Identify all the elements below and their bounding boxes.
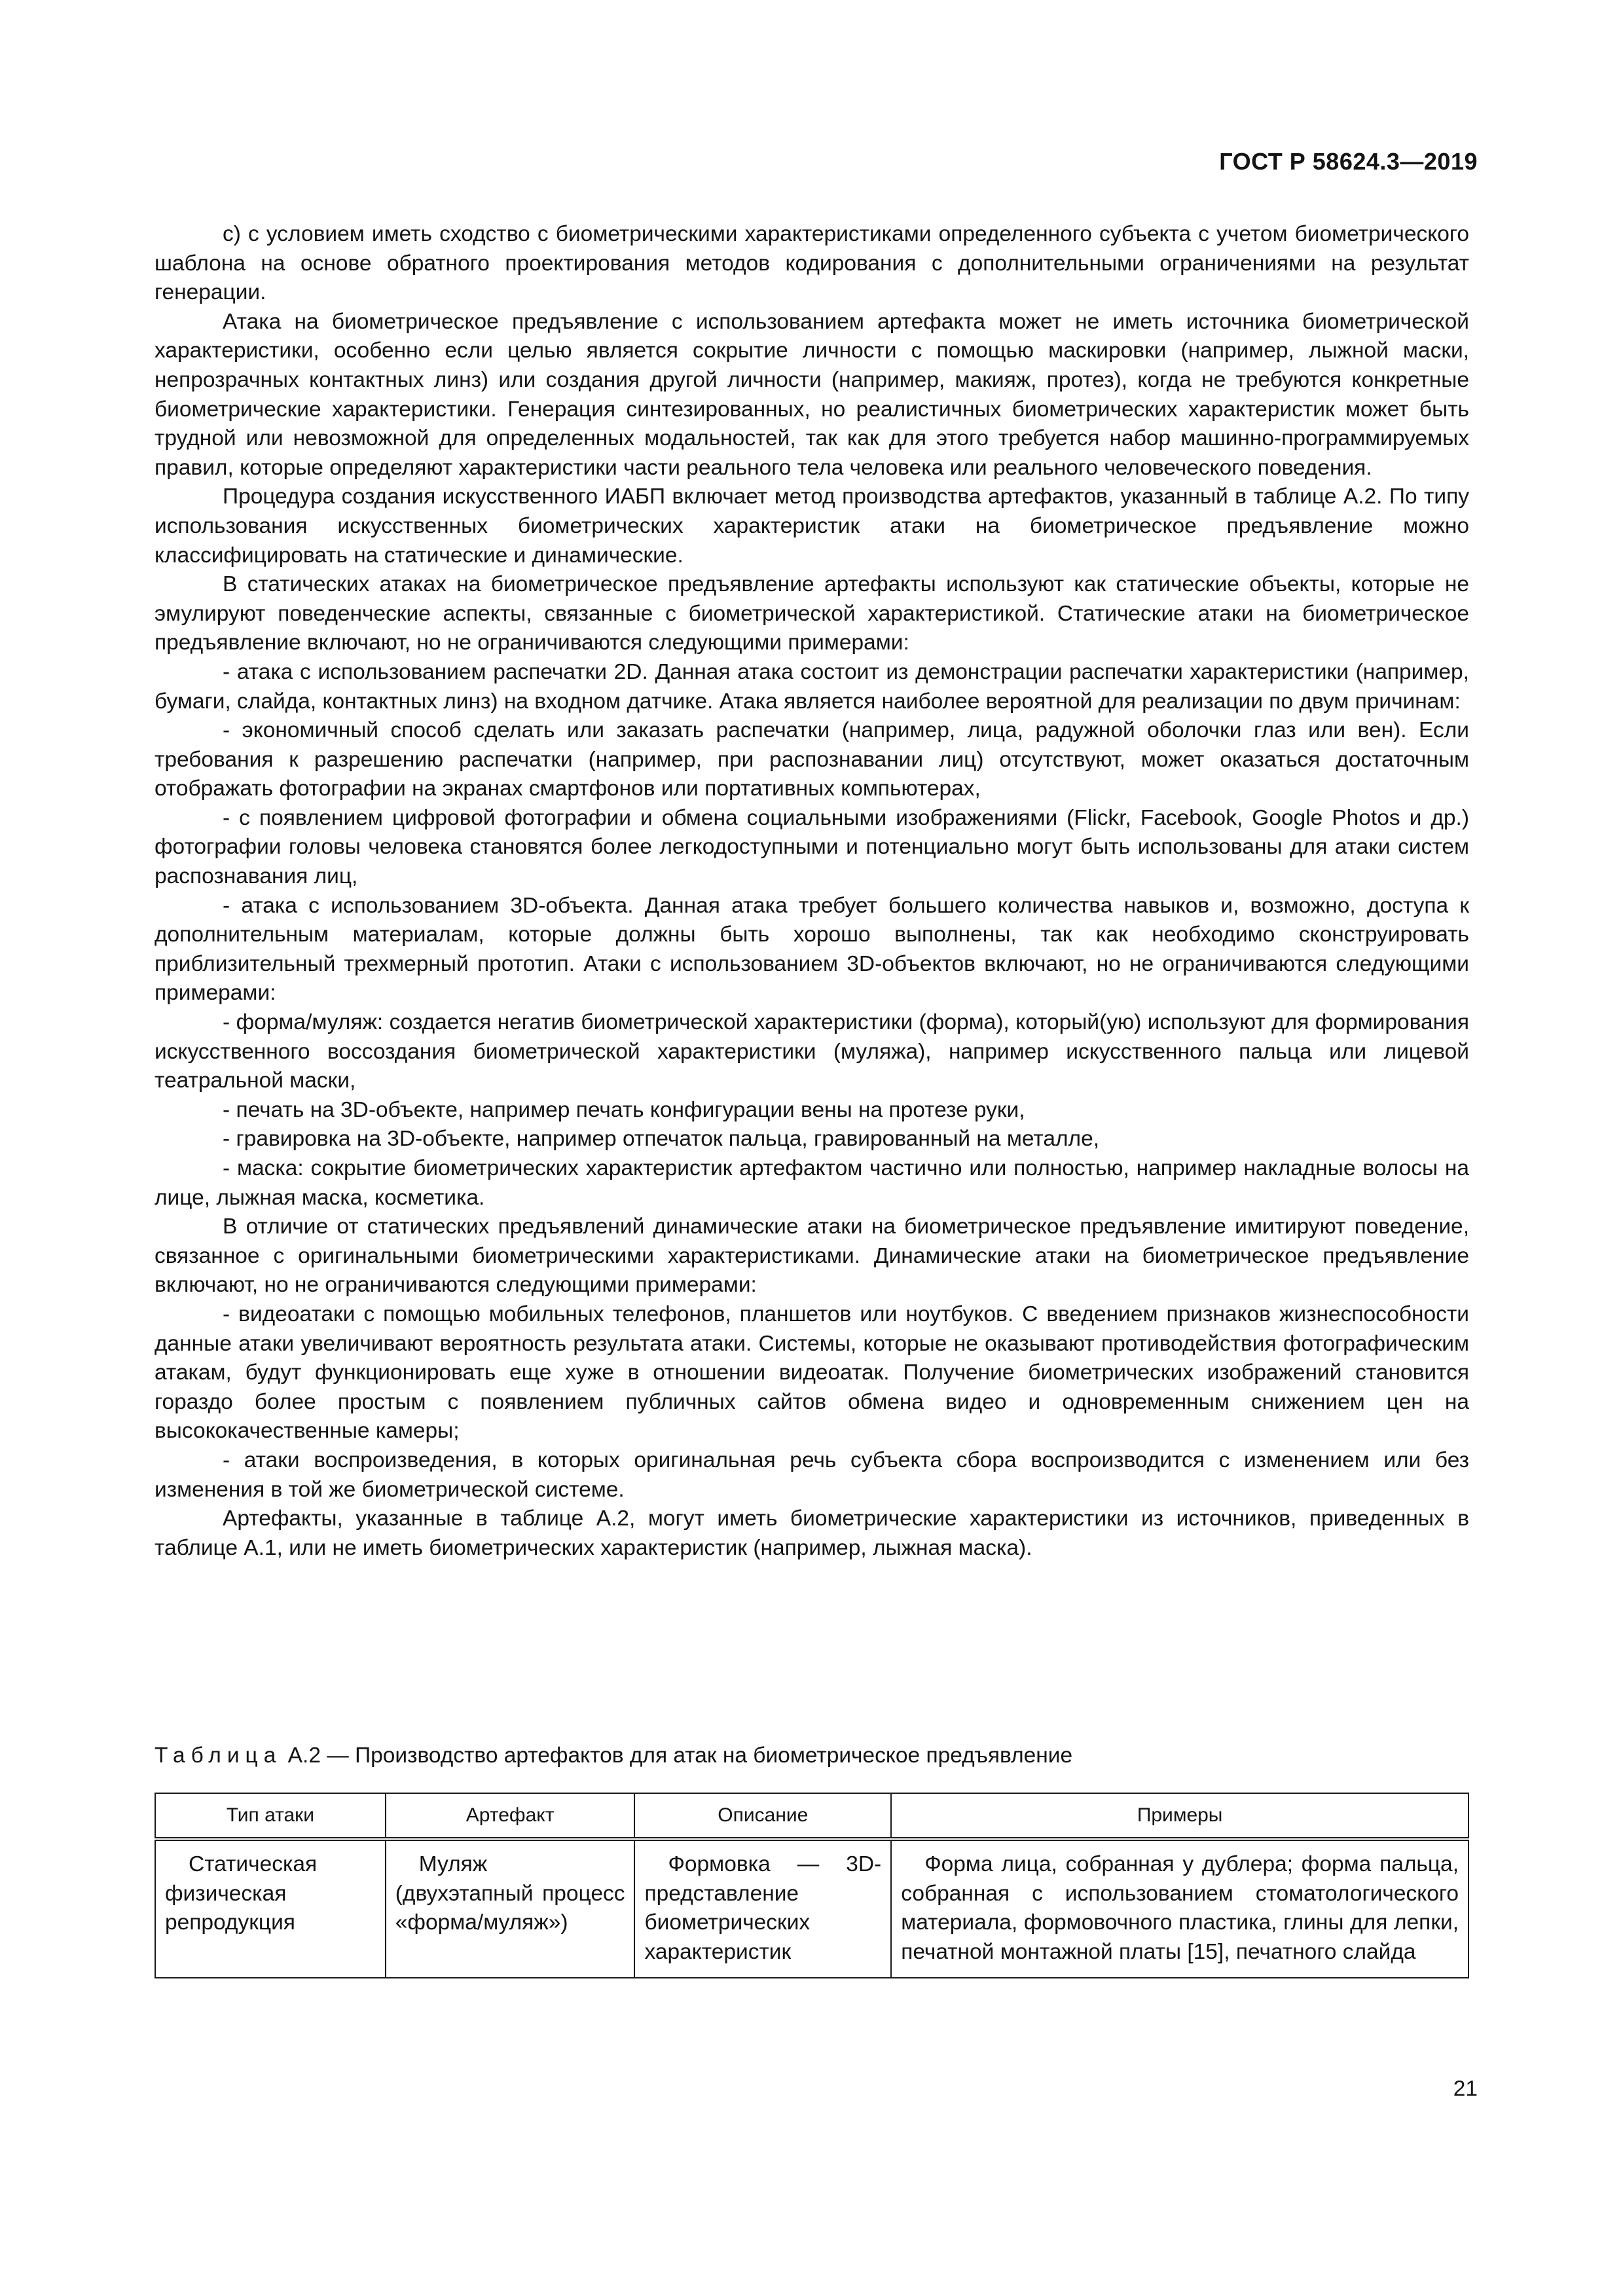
- list-item: - экономичный способ сделать или заказать распечатки (например, лица, радужной оболочки глаз или вен). Если требования к разрешению распечатки (например, при распознавании лиц) отсутствуют, может оказаться достаточным отображать фотографии на экранах смартфонов или портативных компьютерах,: [155, 718, 1469, 801]
- list-item: - маска: сокрытие биометрических характеристик артефактом частично или полностью, например накладные волосы на лице, лыжная маска, косметика.: [155, 1156, 1469, 1210]
- paragraph: c) с условием иметь сходство с биометрическими характеристиками определенного субъекта с учетом биометрического шаблона на основе обратного проектирования методов кодирования с дополнительными ограничениями на результат генерации.: [155, 222, 1469, 305]
- list-item: - форма/муляж: создается негатив биометрической характеристики (форма), который(ую) используют для формирования искусственного воссоздания биометрической характеристики (муляжа), например искусственного пальца или лицевой театральной маски,: [155, 1010, 1469, 1093]
- cell-examples: Форма лица, собранная у дублера; форма пальца, собранная с использованием стоматологического материала, формовочного пластика, глины для лепки, печатной монтажной платы [15], печатного слайда: [891, 1839, 1468, 1978]
- header-examples: Примеры: [891, 1793, 1468, 1839]
- list-item: - гравировка на 3D-объекте, например отпечаток пальца, гравированный на металле,: [223, 1127, 1100, 1152]
- list-item: - с появлением цифровой фотографии и обмена социальными изображениями (Flickr, Facebook, Google Photos и др.) фотографии головы человека становятся более легкодоступными и потенциально могут быть использованы для атаки систем распознавания лиц,: [155, 805, 1469, 889]
- list-item: - печать на 3D-объекте, например печать конфигурации вены на протезе руки,: [223, 1097, 1025, 1122]
- header-description: Описание: [634, 1793, 891, 1839]
- body-text: [155, 220, 1469, 1563]
- table-caption: [155, 1741, 1469, 1770]
- page-number: 21: [1453, 2077, 1478, 2101]
- list-item: - видеоатаки с помощью мобильных телефонов, планшетов или ноутбуков. С введением признаков жизнеспособности данные атаки увеличивают вероятность результата атаки. Системы, которые не оказывают противодействия фотографическим атакам, будут функционировать еще хуже в отношении видеоатак. Получение биометрических изображений становится гораздо более простым с появлением публичных сайтов обмена видео и одновременным снижением цен на высококачественные камеры;: [155, 1302, 1469, 1444]
- paragraph: Артефакты, указанные в таблице А.2, могут иметь биометрические характеристики из источников, приведенных в таблице А.1, или не иметь биометрических характеристик (например, лыжная маска).: [155, 1506, 1469, 1560]
- list-item: - атаки воспроизведения, в которых оригинальная речь субъекта сбора воспроизводится с изменением или без изменения в той же биометрической системе.: [155, 1448, 1469, 1502]
- table-caption-label: Таблица: [155, 1743, 282, 1768]
- list-item: - атака с использованием распечатки 2D. Данная атака состоит из демонстрации распечатки характеристики (например, бумаги, слайда, контактных линз) на входном датчике. Атака является наиболее вероятной для реализации по двум причинам:: [155, 659, 1469, 714]
- table-header-row: [155, 1793, 1468, 1839]
- paragraph: В статических атаках на биометрическое предъявление артефакты используют как статические объекты, которые не эмулируют поведенческие аспекты, связанные с биометрической характеристикой. Статические атаки на биометрическое предъявление включают, но не ограничиваются следующими примерами:: [155, 572, 1469, 655]
- artefacts-table: [155, 1793, 1469, 1978]
- table-caption-title: А.2 — Производство артефактов для атак на биометрическое предъявление: [282, 1743, 1073, 1768]
- standard-header: ГОСТ Р 58624.3—2019: [1219, 148, 1478, 175]
- header-attack-type: Тип атаки: [155, 1793, 386, 1839]
- header-artefact: Артефакт: [386, 1793, 635, 1839]
- list-item: - атака с использованием 3D-объекта. Данная атака требует большего количества навыков и, возможно, доступа к дополнительным материалам, которые должны быть хорошо выполнены, так как необходимо сконструировать приблизительный трехмерный прототип. Атаки с использованием 3D-объектов включают, но не ограничиваются следующими примерами:: [155, 893, 1469, 1006]
- paragraph: Атака на биометрическое предъявление с использованием артефакта может не иметь источника биометрической характеристики, особенно если целью является сокрытие личности с помощью маскировки (например, лыжной маски, непрозрачных контактных линз) или создания другой личности (например, макияж, протез), когда не требуются конкретные биометрические характеристики. Генерация синтезированных, но реалистичных биометрических характеристик может быть трудной или невозможной для определенных модальностей, так как для этого требуется набор машинно-программируемых правил, которые определяют характеристики части реального тела человека или реального человеческого поведения.: [155, 309, 1469, 480]
- cell-attack-type: Статическая физическая репродукция: [155, 1839, 386, 1978]
- cell-description: Формовка — 3D-представление биометрических характеристик: [634, 1839, 891, 1978]
- table-row: [155, 1839, 1468, 1978]
- paragraph: В отличие от статических предъявлений динамические атаки на биометрическое предъявление имитируют поведение, связанное с оригинальными биометрическими характеристиками. Динамические атаки на биометрическое предъявление включают, но не ограничиваются следующими примерами:: [155, 1214, 1469, 1298]
- cell-artefact: Муляж (двухэтапный процесс «форма/муляж»): [386, 1839, 635, 1978]
- paragraph: Процедура создания искусственного ИАБП включает метод производства артефактов, указанный в таблице А.2. По типу использования искусственных биометрических характеристик атаки на биометрическое предъявление можно классифицировать на статические и динамические.: [155, 484, 1469, 568]
